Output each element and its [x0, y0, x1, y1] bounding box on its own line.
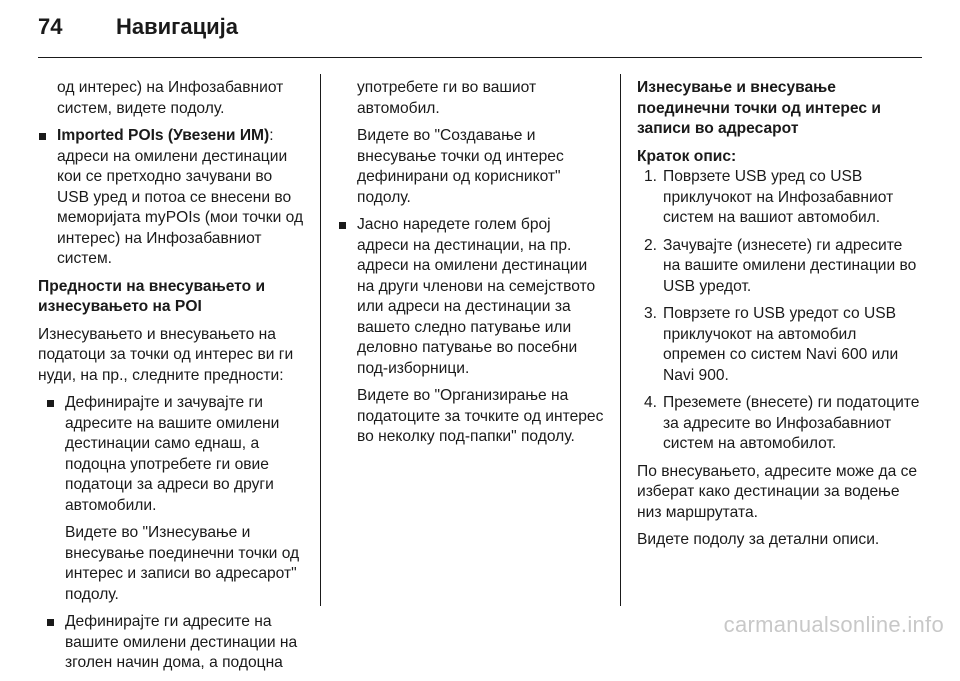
- bullet-square-icon: [47, 400, 54, 407]
- step-text: Поврзете USB уред со USB приклучокот на Инфозабавниот систем на вашиот автомобил.: [663, 168, 894, 226]
- step-number: 1.: [644, 168, 658, 185]
- page-title: Навигација: [116, 14, 238, 39]
- section-heading-export-import: Изнесување и внесување поединечни точки од интерес и записи во адресарот: [637, 79, 881, 137]
- column-divider-2: [620, 74, 621, 606]
- step-text: Поврзете го USB уредот со USB приклучокот на автомобил опремен со систем Navi 600 или Navi 900.: [663, 305, 899, 384]
- page-header: [38, 14, 238, 50]
- continued-text: од интерес) на Инфозабавниот систем, видете подолу.: [57, 79, 284, 117]
- step-text: Преземете (внесете) ги податоците за адресите во Инфозабавниот систем на автомобилот.: [663, 394, 920, 452]
- see-organize: Видете во "Организирање на податоците за точките од интерес во неколку под-папки" подолу.: [357, 387, 604, 445]
- step-item: [637, 393, 921, 455]
- bullet-define-save-text: Дефинирајте и зачувајте ги адресите на вашите омилени дестинации само еднаш, а подоцна употребете ги овие податоци за адреси во други автомобили.: [65, 394, 280, 514]
- bullet-define-home-text: Дефинирајте ги адресите на вашите омилени дестинации на зголен начин дома, а подоцна: [65, 613, 298, 671]
- step-number: 4.: [644, 394, 658, 411]
- bullet-define-save: [46, 393, 304, 605]
- step-number: 2.: [644, 236, 658, 254]
- bullet-square-icon: [39, 133, 46, 140]
- watermark: carmanualsonline.info: [723, 612, 944, 637]
- bullet-imported-pois: [38, 126, 304, 270]
- bullet-define-save-see: Видете во "Изнесување и внесување поединечни точки од интерес и записи во адресарот" подолу.: [65, 524, 300, 603]
- column-1: [38, 78, 304, 681]
- column-divider-1: [320, 74, 321, 606]
- bullet-organize: [338, 215, 604, 448]
- bullet-imported-text: : адреси на омилени дестинации кои се претходно зачувани во USB уред и потоа се внесени во меморијата myPOIs (мои точки од интерес) на Инфозабавниот систем.: [57, 127, 304, 267]
- column-3: [637, 78, 921, 558]
- bullet-continued: [338, 78, 604, 208]
- page-number: 74: [38, 14, 63, 39]
- bullet-imported-label: Imported POIs (Увезени ИМ): [57, 127, 270, 144]
- after-import-paragraph: По внесувањето, адресите може да се изберат како дестинации за водење низ маршрутата.: [637, 462, 918, 521]
- header-rule: [38, 57, 922, 58]
- column-2: [338, 78, 604, 455]
- see-details-paragraph: Видете подолу за детални описи.: [637, 531, 880, 548]
- bullet-define-home: [46, 612, 304, 674]
- step-item: [637, 167, 921, 229]
- section-heading-advantages: Предности на внесувањето и изнесувањето на POI: [38, 277, 266, 315]
- continued-text-col2: употребете ги во вашиот автомобил.: [357, 79, 537, 117]
- short-description-label: Краток опис:: [637, 147, 737, 165]
- bullet-organize-text: Јасно наредете голем број адреси на дестинации, на пр. адреси на омилени дестинации на други членови на семејството или адреси на дестинации за вашето следно патување или деловно патување во посебни под-изборници.: [357, 216, 596, 377]
- step-text: Зачувајте (изнесете) ги адресите на вашите омилени дестинации во USB уредот.: [663, 236, 917, 295]
- bullet-square-icon: [47, 619, 54, 626]
- step-number: 3.: [644, 305, 658, 322]
- step-item: [637, 236, 921, 298]
- see-create-import: Видете во "Создавање и внесување точки од интерес дефинирани од корисникот" подолу.: [357, 127, 564, 206]
- step-item: [637, 304, 921, 386]
- bullet-square-icon: [339, 222, 346, 229]
- intro-paragraph: Изнесувањето и внесувањето на податоци за точки од интерес ви ги нуди, на пр., следните предности:: [38, 325, 294, 384]
